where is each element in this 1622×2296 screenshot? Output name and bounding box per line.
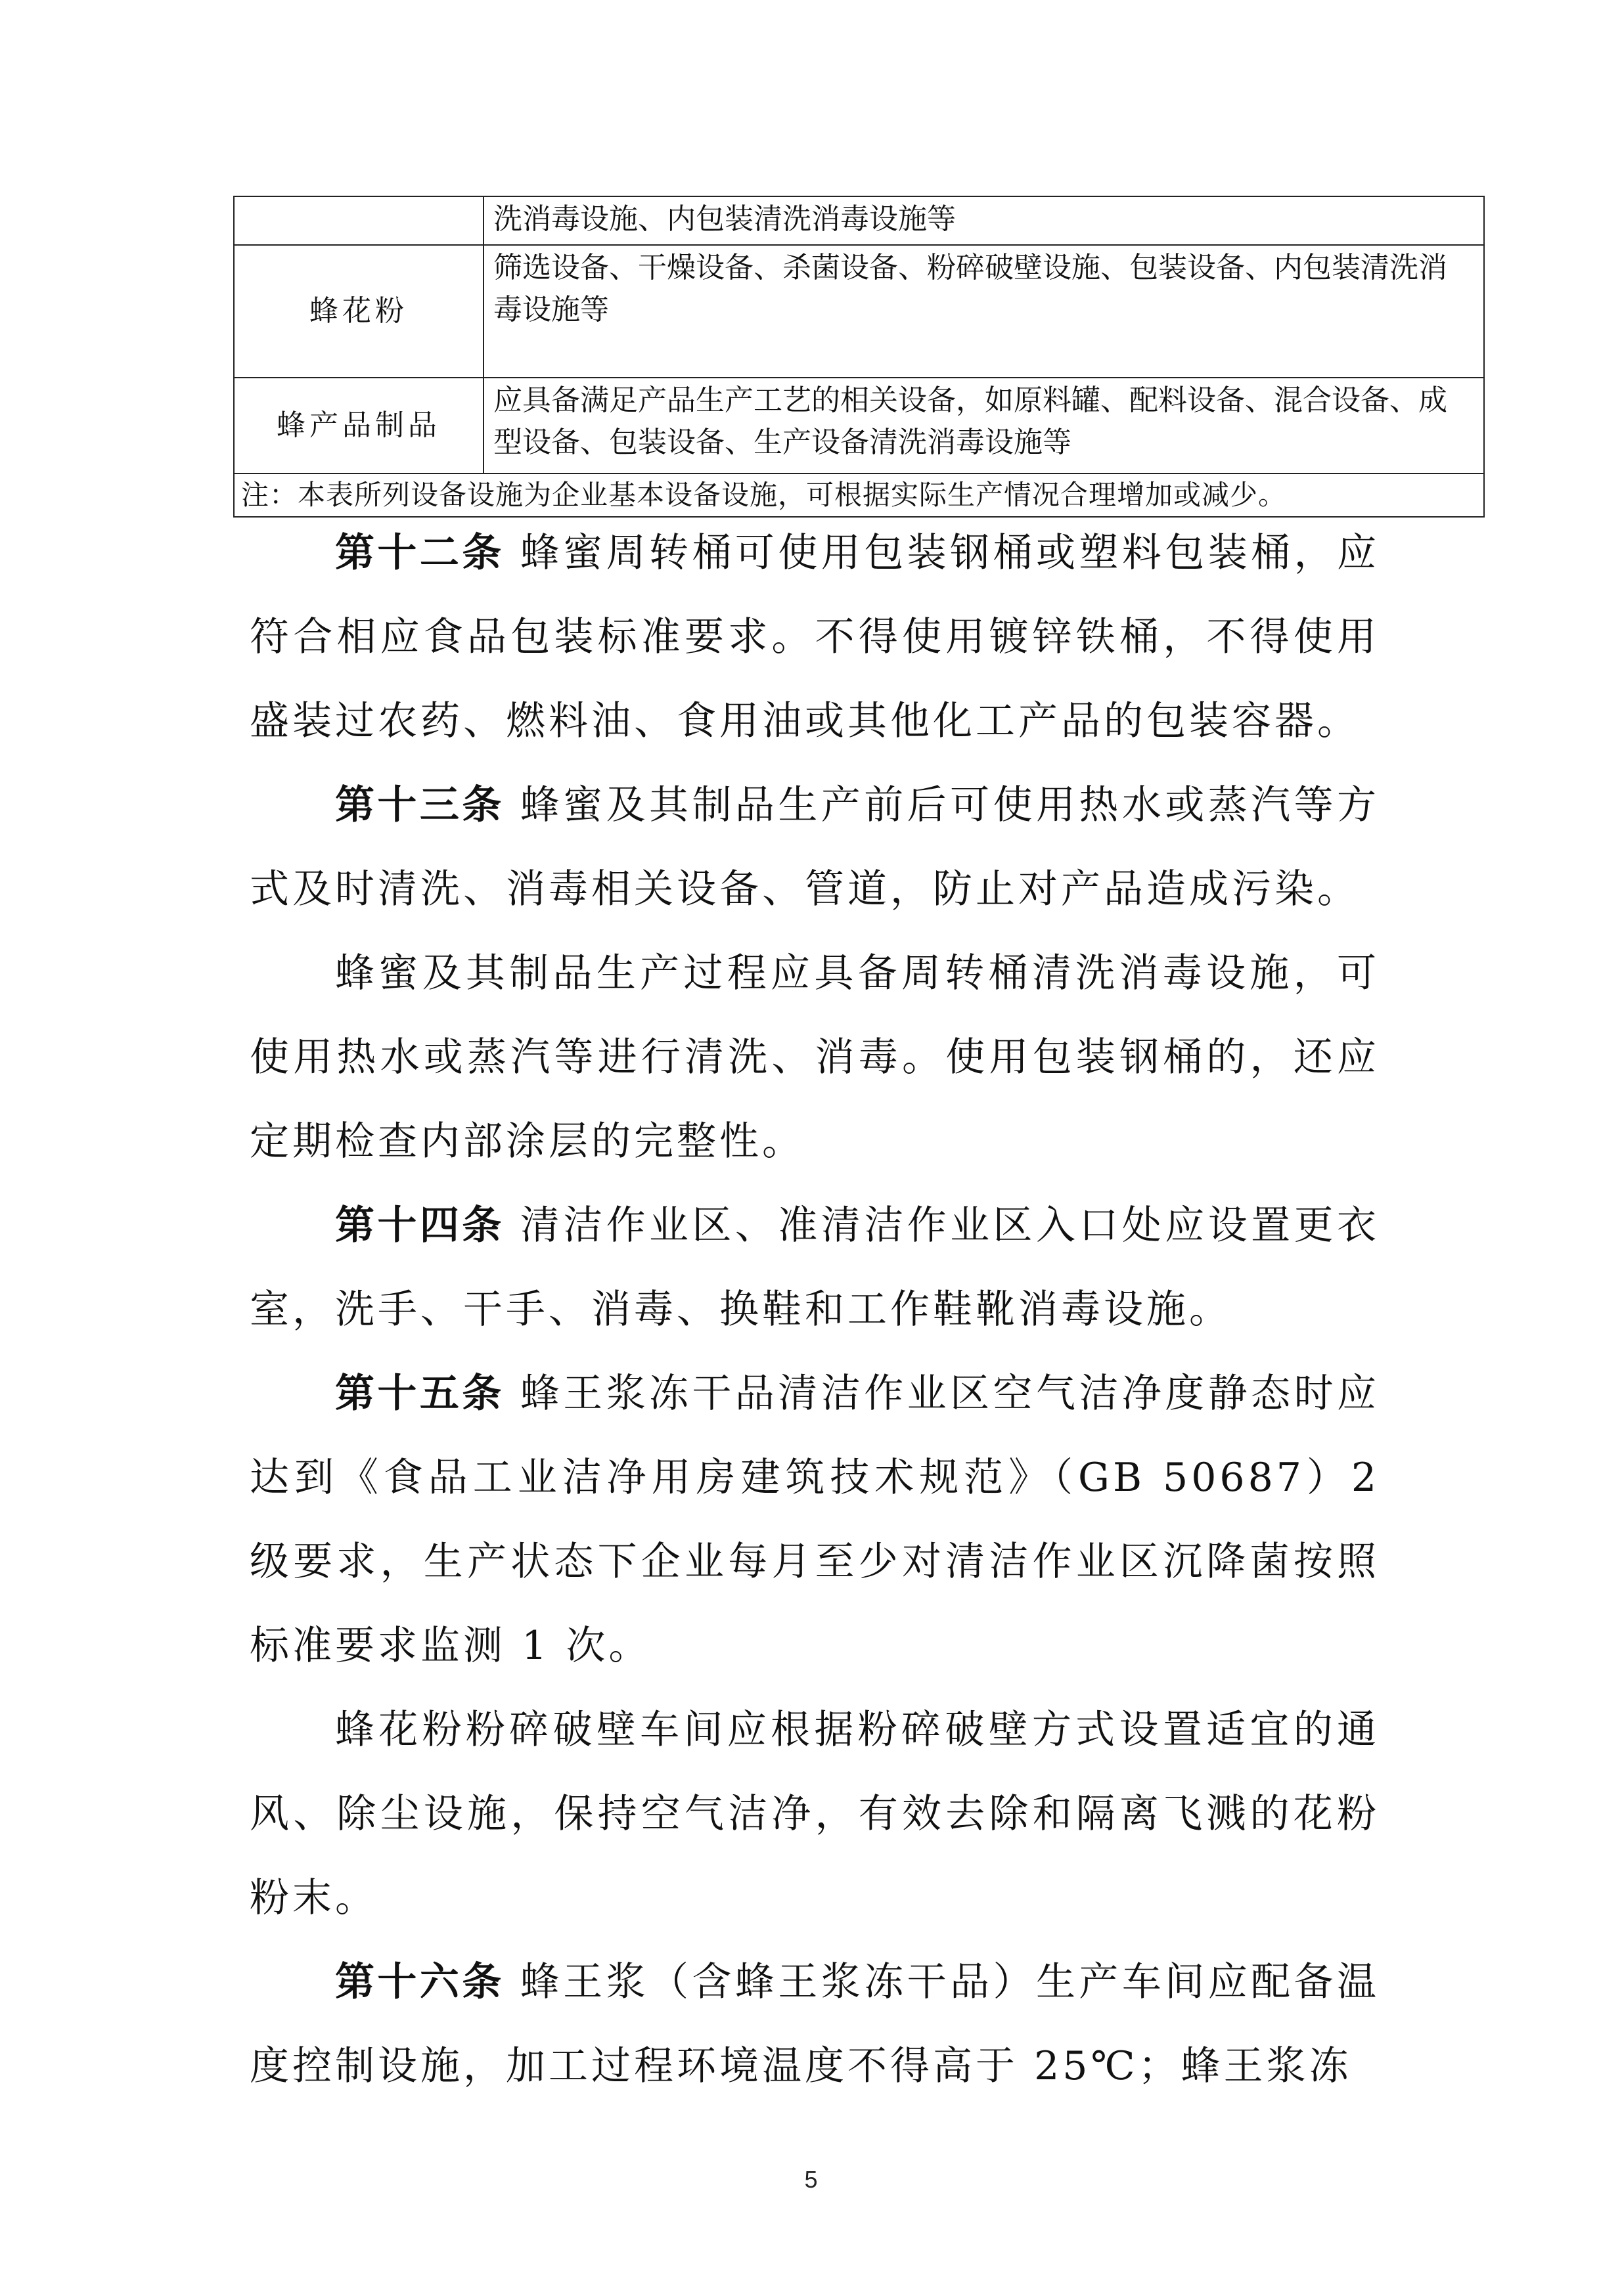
article-paragraph <box>250 1352 1380 1688</box>
article-text: 清洁作业区、准清洁作业区入口处应设置更衣室，洗手、干手、消毒、换鞋和工作鞋靴消毒设施。 <box>250 1203 1380 1333</box>
article-text: 蜂王浆（含蜂王浆冻干品）生产车间应配备温度控制设施，加工过程环境温度不得高于 25℃；蜂王浆冻 <box>250 1959 1380 2089</box>
article-text: 蜂王浆冻干品清洁作业区空气洁净度静态时应达到《食品工业洁净用房建筑技术规范》（GB 50687）2级要求，生产状态下企业每月至少对清洁作业区沉降菌按照标准要求监测 1 次。 <box>250 1371 1380 1669</box>
article-text: 蜂蜜及其制品生产过程应具备周转桶清洗消毒设施，可使用热水或蒸汽等进行清洗、消毒。使用包装钢桶的，还应定期检查内部涂层的完整性。 <box>250 950 1380 1164</box>
table-cell-description: 筛选设备、干燥设备、杀菌设备、粉碎破壁设施、包装设备、内包装清洗消毒设施等 <box>484 245 1484 378</box>
table-cell-category: 蜂产品制品 <box>234 378 484 474</box>
article-paragraph <box>250 1940 1380 2108</box>
page-number: 5 <box>804 2166 818 2193</box>
article-label: 第十二条 <box>335 530 505 576</box>
article-paragraph <box>250 931 1380 1183</box>
article-paragraph <box>250 763 1380 931</box>
article-text: 蜂花粉粉碎破壁车间应根据粉碎破壁方式设置适宜的通风、除尘设施，保持空气洁净，有效去除和隔离飞溅的花粉粉末。 <box>250 1707 1380 1921</box>
table-cell-description: 洗消毒设施、内包装清洗消毒设施等 <box>484 196 1484 245</box>
article-label: 第十五条 <box>335 1371 505 1417</box>
table-cell-category <box>234 196 484 245</box>
article-label: 第十三条 <box>335 782 505 828</box>
article-label: 第十四条 <box>335 1203 505 1248</box>
body-text <box>250 511 1380 2108</box>
article-label: 第十六条 <box>335 1959 505 2005</box>
article-paragraph <box>250 1183 1380 1352</box>
article-paragraph <box>250 511 1380 763</box>
article-paragraph <box>250 1688 1380 1940</box>
table-note: 注：本表所列设备设施为企业基本设备设施，可根据实际生产情况合理增加或减少。 <box>234 474 1484 517</box>
table-row <box>234 196 1484 245</box>
article-text: 蜂蜜周转桶可使用包装钢桶或塑料包装桶，应符合相应食品包装标准要求。不得使用镀锌铁桶，不得使用盛装过农药、燃料油、食用油或其他化工产品的包装容器。 <box>250 530 1380 744</box>
table-row <box>234 378 1484 474</box>
article-text: 蜂蜜及其制品生产前后可使用热水或蒸汽等方式及时清洗、消毒相关设备、管道，防止对产品造成污染。 <box>250 782 1380 912</box>
table-cell-description: 应具备满足产品生产工艺的相关设备，如原料罐、配料设备、混合设备、成型设备、包装设备、生产设备清洗消毒设施等 <box>484 378 1484 474</box>
table-row <box>234 245 1484 378</box>
equipment-table <box>233 196 1485 518</box>
table-cell-category: 蜂花粉 <box>234 245 484 378</box>
